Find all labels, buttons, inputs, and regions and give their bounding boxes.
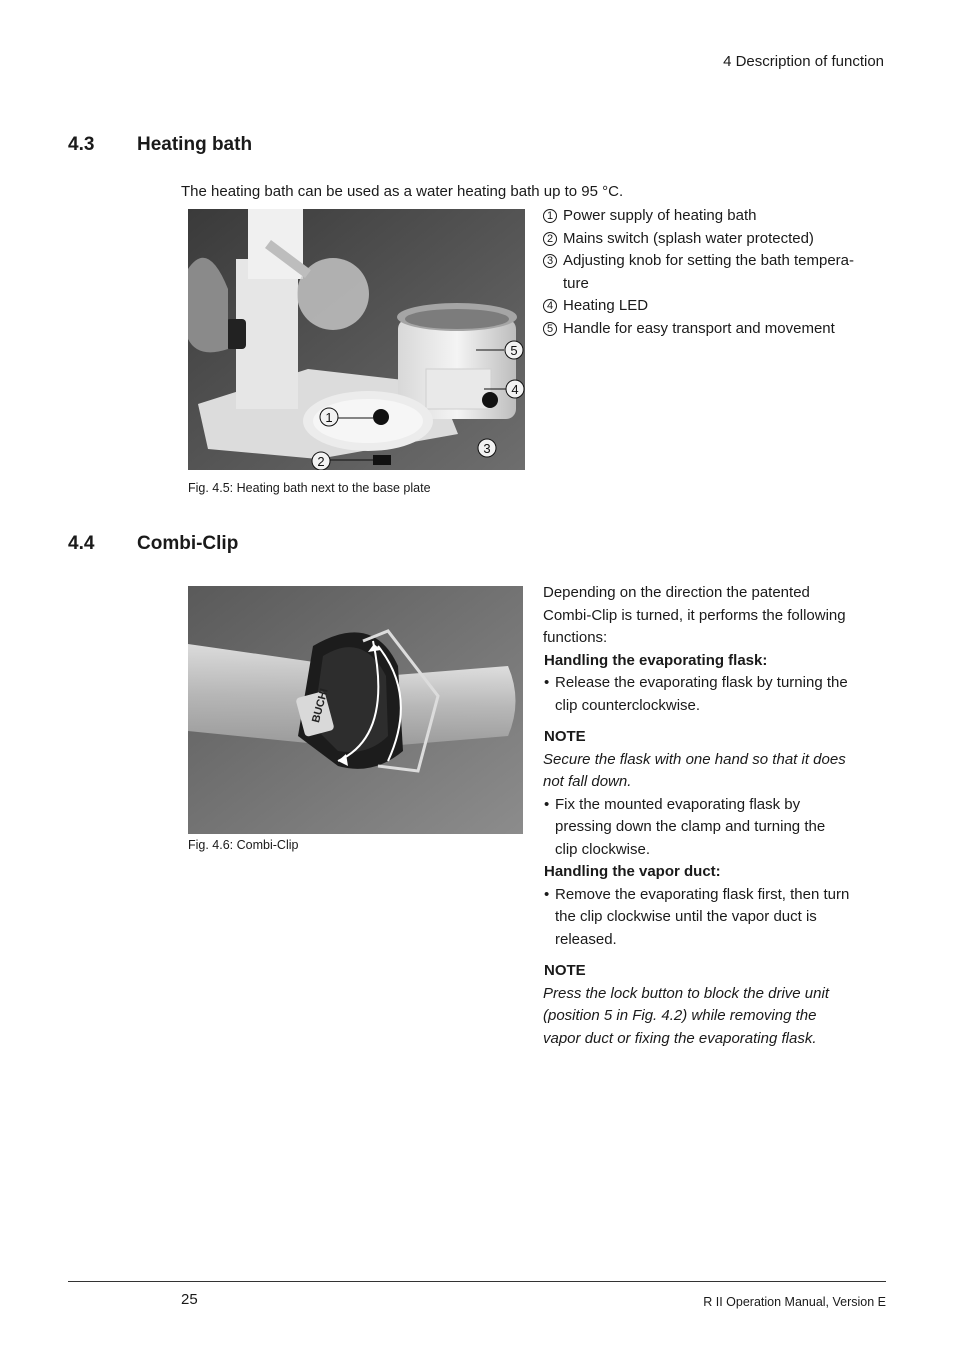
callout-2: 2 xyxy=(317,454,325,469)
legend-text: Adjusting knob for setting the bath tempera- xyxy=(563,252,855,269)
legend-number: 3 xyxy=(543,254,557,268)
bullet-line: Release the evaporating flask by turning the xyxy=(555,674,848,691)
bullet-item-release xyxy=(543,672,888,717)
heating-bath-illustration xyxy=(188,209,525,470)
figure-legend xyxy=(543,205,883,340)
heating-bath-intro: The heating bath can be used as a water heating bath up to 95 °C. xyxy=(181,183,624,200)
callout-1: 1 xyxy=(325,410,333,425)
bullet-dot: • xyxy=(544,795,550,813)
clip-logo-text: BUCHI xyxy=(310,687,331,725)
combi-clip-intro xyxy=(543,582,888,650)
note-text xyxy=(543,983,888,1051)
intro-line: Depending on the direction the patented xyxy=(543,584,810,601)
subheading-vapor-duct: Handling the vapor duct: xyxy=(544,863,721,880)
callout-4: 4 xyxy=(511,382,519,397)
bullet-item-remove xyxy=(543,884,888,952)
bullet-line: clip counterclockwise. xyxy=(555,696,701,714)
section-title: Combi-Clip xyxy=(137,533,239,554)
combi-clip-illustration xyxy=(188,586,523,834)
bullet-item-fix xyxy=(543,794,888,862)
section-number: 4.4 xyxy=(68,533,95,554)
legend-text-continued: ture xyxy=(563,274,589,292)
note-line: Secure the flask with one hand so that it does xyxy=(543,750,846,768)
legend-item xyxy=(543,318,883,341)
running-header: 4 Description of function xyxy=(723,53,884,70)
subheading-flask: Handling the evaporating flask: xyxy=(544,651,768,669)
section-title: Heating bath xyxy=(137,134,253,155)
bullet-line: pressing down the clamp and turning the xyxy=(555,818,826,835)
legend-item xyxy=(543,205,883,228)
combi-clip-photo xyxy=(188,586,523,834)
section-number: 4.3 xyxy=(68,134,95,155)
bullet-dot: • xyxy=(544,885,550,903)
note-line: vapor duct or fixing the evaporating flask. xyxy=(543,1029,817,1047)
legend-item xyxy=(543,228,883,251)
combi-clip-text xyxy=(543,582,888,1050)
bullet-line: clip clockwise. xyxy=(555,840,651,858)
legend-number: 1 xyxy=(543,209,557,223)
callout-5: 5 xyxy=(510,343,518,358)
note-label: NOTE xyxy=(544,962,586,979)
legend-item xyxy=(543,250,883,295)
bullet-line: released. xyxy=(555,930,617,948)
legend-number: 4 xyxy=(543,299,557,313)
legend-number: 2 xyxy=(543,232,557,246)
heating-bath-photo xyxy=(188,209,525,470)
figure-caption-4-5: Fig. 4.5: Heating bath next to the base plate xyxy=(188,481,431,495)
note-text xyxy=(543,749,888,794)
section-heading-4-4 xyxy=(68,533,468,557)
bullet-dot: • xyxy=(544,674,550,691)
note-line: Press the lock button to block the drive unit xyxy=(543,984,829,1002)
legend-text: Power supply of heating bath xyxy=(563,207,757,224)
note-line: (position 5 in Fig. 4.2) while removing the xyxy=(543,1007,817,1024)
legend-text: Handle for easy transport and movement xyxy=(563,319,835,337)
document-title: R II Operation Manual, Version E xyxy=(703,1295,886,1309)
section-heading-4-3 xyxy=(68,134,468,158)
footer-rule xyxy=(68,1281,886,1282)
note-label: NOTE xyxy=(544,728,586,745)
intro-line: functions: xyxy=(543,629,608,646)
legend-text: Heating LED xyxy=(563,297,649,314)
callout-3: 3 xyxy=(483,441,491,456)
bullet-line: the clip clockwise until the vapor duct is xyxy=(555,908,817,925)
legend-item xyxy=(543,295,883,318)
legend-number: 5 xyxy=(543,322,557,336)
bullet-line: Fix the mounted evaporating flask by xyxy=(555,795,801,813)
legend-text: Mains switch (splash water protected) xyxy=(563,229,814,247)
intro-line: Combi-Clip is turned, it performs the following xyxy=(543,606,846,624)
figure-caption-4-6: Fig. 4.6: Combi-Clip xyxy=(188,838,299,852)
bullet-line: Remove the evaporating flask first, then turn xyxy=(555,885,850,903)
note-line: not fall down. xyxy=(543,773,632,790)
page-number: 25 xyxy=(181,1291,198,1308)
